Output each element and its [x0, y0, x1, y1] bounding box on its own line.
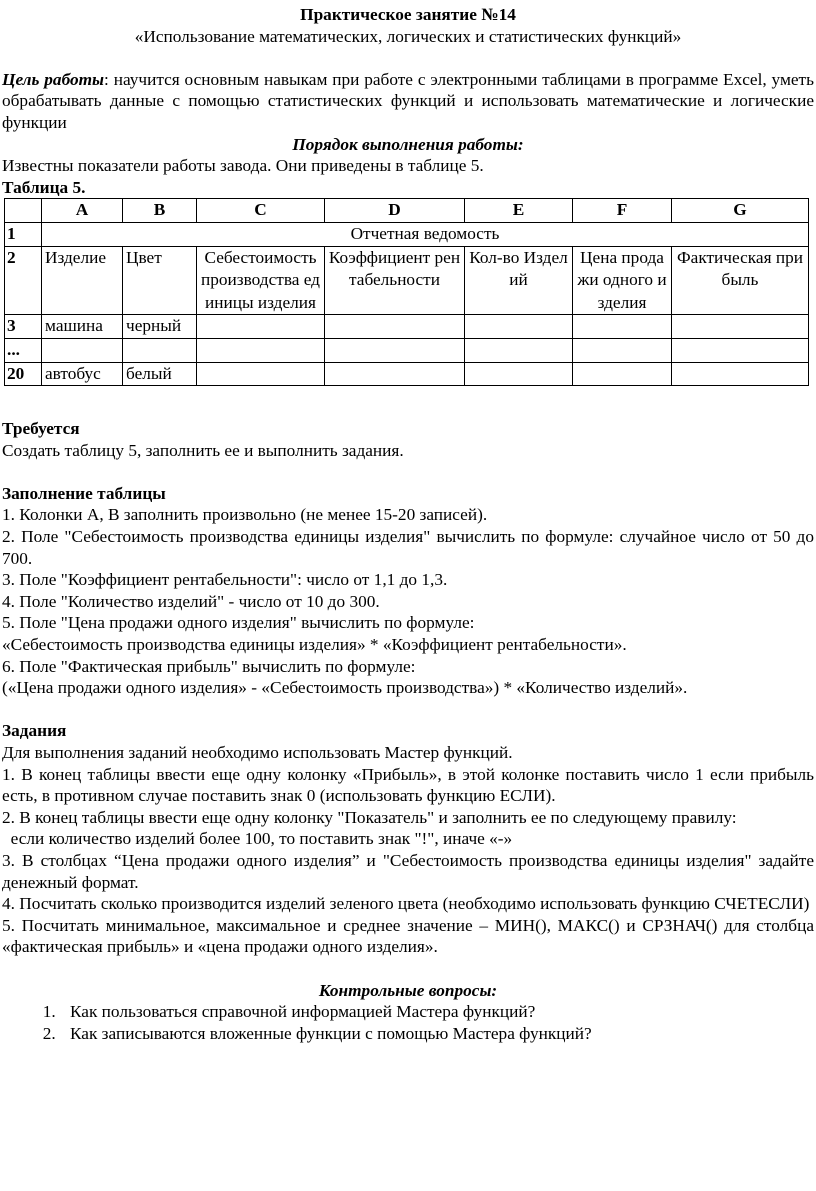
procedure-intro: Известны показатели работы завода. Они приведены в таблице 5. — [2, 156, 484, 176]
table-5 — [4, 198, 809, 386]
task-item: 1. В конец таблицы ввести еще одну колонку «Прибыль», в этой колонке поставить число 1 если прибыль есть, в противном случае поставить знак 0 (использовать функцию ЕСЛИ). — [2, 764, 814, 806]
tasks-intro: Для выполнения заданий необходимо использовать Мастер функций. — [2, 743, 513, 762]
filling-item: 3. Поле "Коэффициент рентабельности": число от 1,1 до 1,3. — [2, 570, 448, 590]
table-cell: черный — [123, 315, 197, 339]
task-item: 2. В конец таблицы ввести еще одну колонку "Показатель" и заполнить ее по следующему правилу: — [2, 807, 737, 827]
table-cell — [465, 315, 573, 339]
filling-item: 4. Поле "Количество изделий" - число от 10 до 300. — [2, 591, 380, 611]
table-cell — [197, 338, 325, 362]
filling-item: («Цена продажи одного изделия» - «Себестоимость производства») * «Количество изделий». — [2, 678, 688, 698]
column-letter-a: A — [42, 199, 123, 223]
required-text: Создать таблицу 5, заполнить ее и выполнить задания. — [2, 440, 404, 460]
goal-paragraph — [2, 69, 814, 134]
table-cell: автобус — [42, 362, 123, 386]
table-cell — [573, 338, 672, 362]
table-cell — [325, 315, 465, 339]
table-row — [5, 362, 809, 386]
table-cell — [465, 338, 573, 362]
table-cell — [123, 338, 197, 362]
row-number: ... — [5, 338, 42, 362]
report-title-cell: Отчетная ведомость — [42, 222, 809, 246]
questions-heading: Контрольные вопросы: — [318, 980, 498, 1000]
header-cell-color: Цвет — [123, 246, 197, 315]
task-item: 3. В столбцах “Цена продажи одного изделия” и "Себестоимость производства единицы изделия" задайте денежный формат. — [2, 850, 814, 892]
header-cell-product: Изделие — [42, 246, 123, 315]
goal-label: Цель работы — [2, 69, 105, 89]
header-cell-actual-profit: Фактическая прибыль — [672, 246, 809, 315]
filling-item: 2. Поле "Себестоимость производства единицы изделия" вычислить по формуле: случайное число от 50 до 700. — [2, 527, 814, 568]
filling-item: 1. Колонки А, В заполнить произвольно (не менее 15-20 записей). — [2, 505, 488, 525]
table-row — [5, 338, 809, 362]
required-heading: Требуется — [2, 419, 80, 439]
row-number: 2 — [5, 246, 42, 315]
row-number: 20 — [5, 362, 42, 386]
table-cell — [573, 315, 672, 339]
column-letter-b: B — [123, 199, 197, 223]
table-cell — [465, 362, 573, 386]
header-cell-cost: Себестоимость производства единицы изделия — [197, 246, 325, 315]
table-row — [5, 246, 809, 315]
table-cell: машина — [42, 315, 123, 339]
tasks-heading: Задания — [2, 721, 67, 741]
page-subtitle: «Использование математических, логических и статистических функций» — [134, 26, 682, 46]
page-title: Практическое занятие №14 — [300, 5, 516, 24]
filling-item: 5. Поле "Цена продажи одного изделия" вычислить по формуле: — [2, 613, 475, 633]
table-cell — [672, 315, 809, 339]
goal-text: : научится основным навыкам при работе с электронными таблицами в программе Excel, уметь обрабатывать данные с помощью статистических функций и использовать математические и логические функции — [2, 69, 814, 132]
column-letter-g: G — [672, 199, 809, 223]
questions-list — [2, 1001, 814, 1044]
question-item: 2. Как записываются вложенные функции с помощью Мастера функций? — [60, 1023, 814, 1045]
document-page — [2, 0, 814, 1044]
table-cell — [325, 338, 465, 362]
table-caption: Таблица 5. — [2, 177, 86, 197]
row-number: 3 — [5, 315, 42, 339]
filling-item: «Себестоимость производства единицы изделия» * «Коэффициент рентабельности». — [2, 635, 627, 655]
task-item: 4. Посчитать сколько производится изделий зеленого цвета (необходимо использовать функцию СЧЕТЕСЛИ) — [2, 894, 810, 914]
table-row — [5, 222, 809, 246]
procedure-heading: Порядок выполнения работы: — [292, 134, 524, 154]
table-cell — [197, 315, 325, 339]
filling-item: 6. Поле "Фактическая прибыль" вычислить по формуле: — [2, 656, 416, 676]
corner-cell — [5, 199, 42, 223]
table-cell — [42, 338, 123, 362]
header-cell-price: Цена продажи одного изделия — [573, 246, 672, 315]
column-letter-c: C — [197, 199, 325, 223]
table-cell — [672, 362, 809, 386]
table-row — [5, 315, 809, 339]
row-number: 1 — [5, 222, 42, 246]
header-cell-quantity: Кол-во Изделий — [465, 246, 573, 315]
column-letter-f: F — [573, 199, 672, 223]
table-cell — [197, 362, 325, 386]
task-item: если количество изделий более 100, то поставить знак "!", иначе «-» — [2, 829, 513, 849]
table-cell: белый — [123, 362, 197, 386]
task-item: 5. Посчитать минимальное, максимальное и среднее значение – МИН(), МАКС() и СРЗНАЧ() для столбца «фактическая прибыль» и «цена продажи одного изделия». — [2, 915, 814, 957]
header-cell-profitability: Коэффициент рентабельности — [325, 246, 465, 315]
table-cell — [325, 362, 465, 386]
column-letters-row — [5, 199, 809, 223]
question-item: 1. Как пользоваться справочной информацией Мастера функций? — [60, 1001, 814, 1023]
table-cell — [672, 338, 809, 362]
column-letter-d: D — [325, 199, 465, 223]
table-cell — [573, 362, 672, 386]
filling-heading: Заполнение таблицы — [2, 483, 166, 503]
column-letter-e: E — [465, 199, 573, 223]
